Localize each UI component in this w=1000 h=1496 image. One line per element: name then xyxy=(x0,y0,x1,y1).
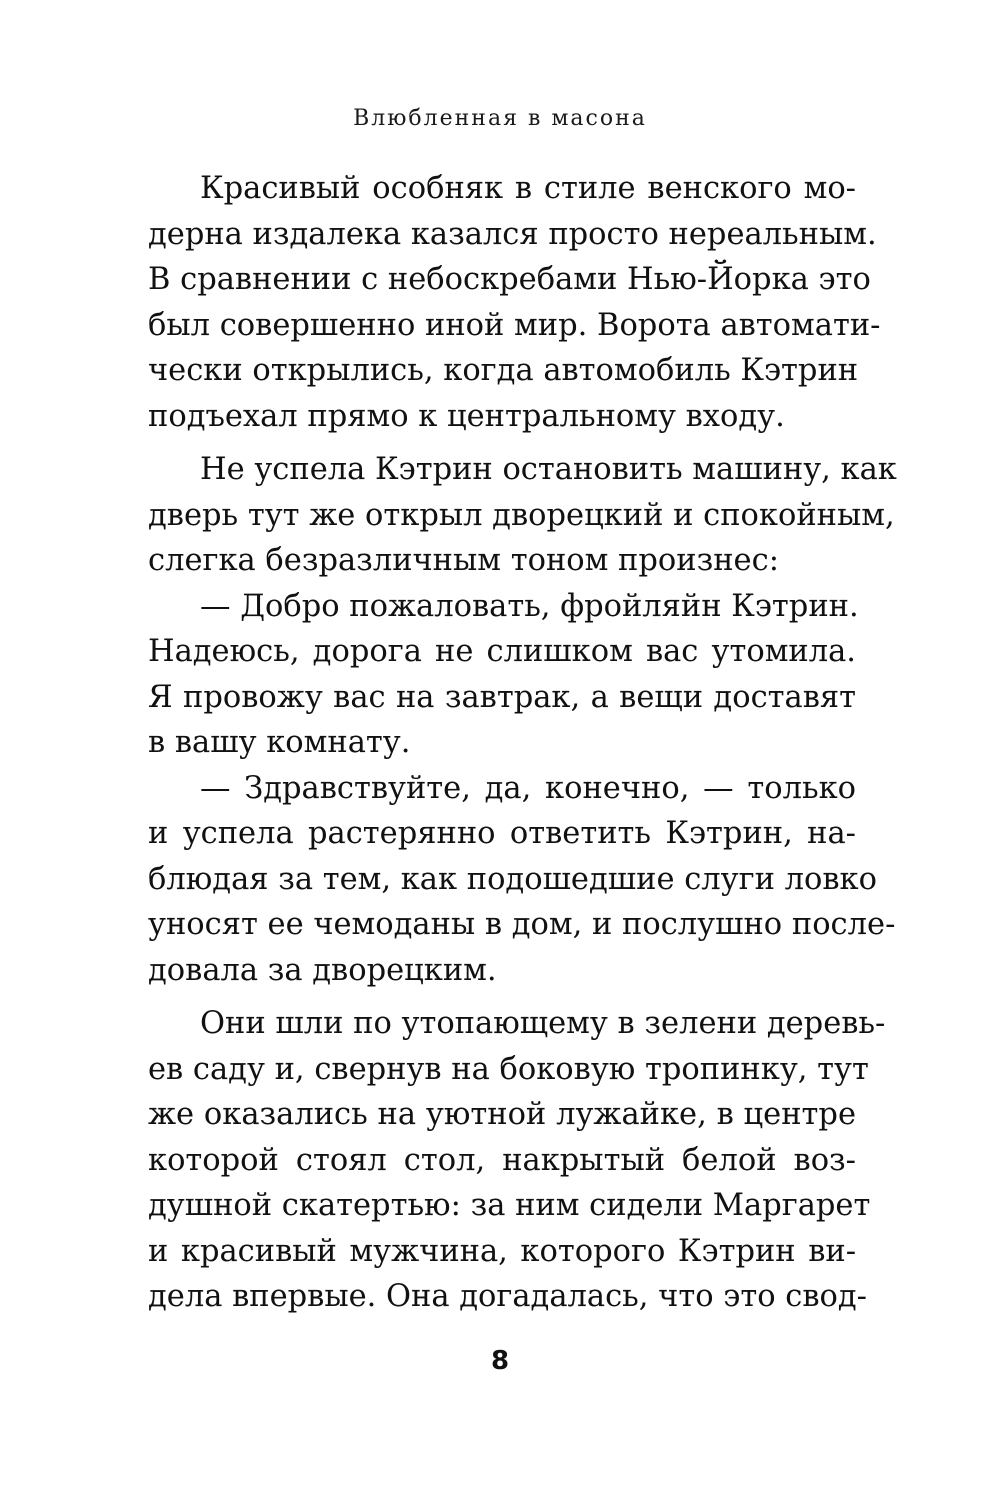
text-line: и красивый мужчина, которого Кэтрин ви- xyxy=(148,1233,856,1269)
text-line: блюдая за тем, как подошедшие слуги ловко xyxy=(148,861,877,897)
text-line: Надеюсь, дорога не слишком вас утомила. xyxy=(148,634,856,669)
text-line: чески открылись, когда автомобиль Кэтрин xyxy=(148,353,859,388)
text-line: Красивый особняк в стиле венского мо- xyxy=(200,171,856,206)
text-line: ев саду и, свернув на боковую тропинку, тут xyxy=(148,1051,869,1087)
text-line: дела впервые. Она догадалась, что это свод- xyxy=(148,1279,867,1314)
text-line: Они шли по утопающему в зелени деревь- xyxy=(200,1006,886,1041)
text-line: В сравнении с небоскребами Нью-Йорка это xyxy=(148,262,871,297)
text-line: же оказались на уютной лужайке, в центре xyxy=(148,1097,856,1132)
text-line: подъехал прямо к центральному входу. xyxy=(148,398,785,434)
text-line: которой стоял стол, накрытый белой воз- xyxy=(148,1142,856,1178)
text-line: в вашу комнату. xyxy=(148,725,411,760)
text-line: дерна издалека казался просто нереальным. xyxy=(148,216,877,252)
text-line: был совершенно иной мир. Ворота автомати- xyxy=(148,307,881,343)
text-line: душной скатертью: за ним сидели Маргарет xyxy=(148,1188,871,1223)
text-line: Не успела Кэтрин остановить машину, как xyxy=(200,452,897,487)
text-line: уносят ее чемоданы в дом, и послушно после- xyxy=(148,907,896,942)
page-number: 8 xyxy=(490,1346,510,1376)
text-line: Я провожу вас на завтрак, а вещи доставят xyxy=(148,679,856,715)
text-line: — Добро пожаловать, фройляйн Кэтрин. xyxy=(200,588,859,624)
running-title: Влюбленная в масона xyxy=(353,106,647,131)
body-text xyxy=(148,166,897,1320)
text-line: — Здравствуйте, да, конечно, — только xyxy=(200,770,856,806)
text-line: довала за дворецким. xyxy=(148,952,497,988)
text-line: слегка безразличным тоном произнес: xyxy=(148,543,779,578)
text-line: и успела растерянно ответить Кэтрин, на- xyxy=(148,816,856,851)
text-line: дверь тут же открыл дворецкий и спокойным, xyxy=(148,497,895,533)
